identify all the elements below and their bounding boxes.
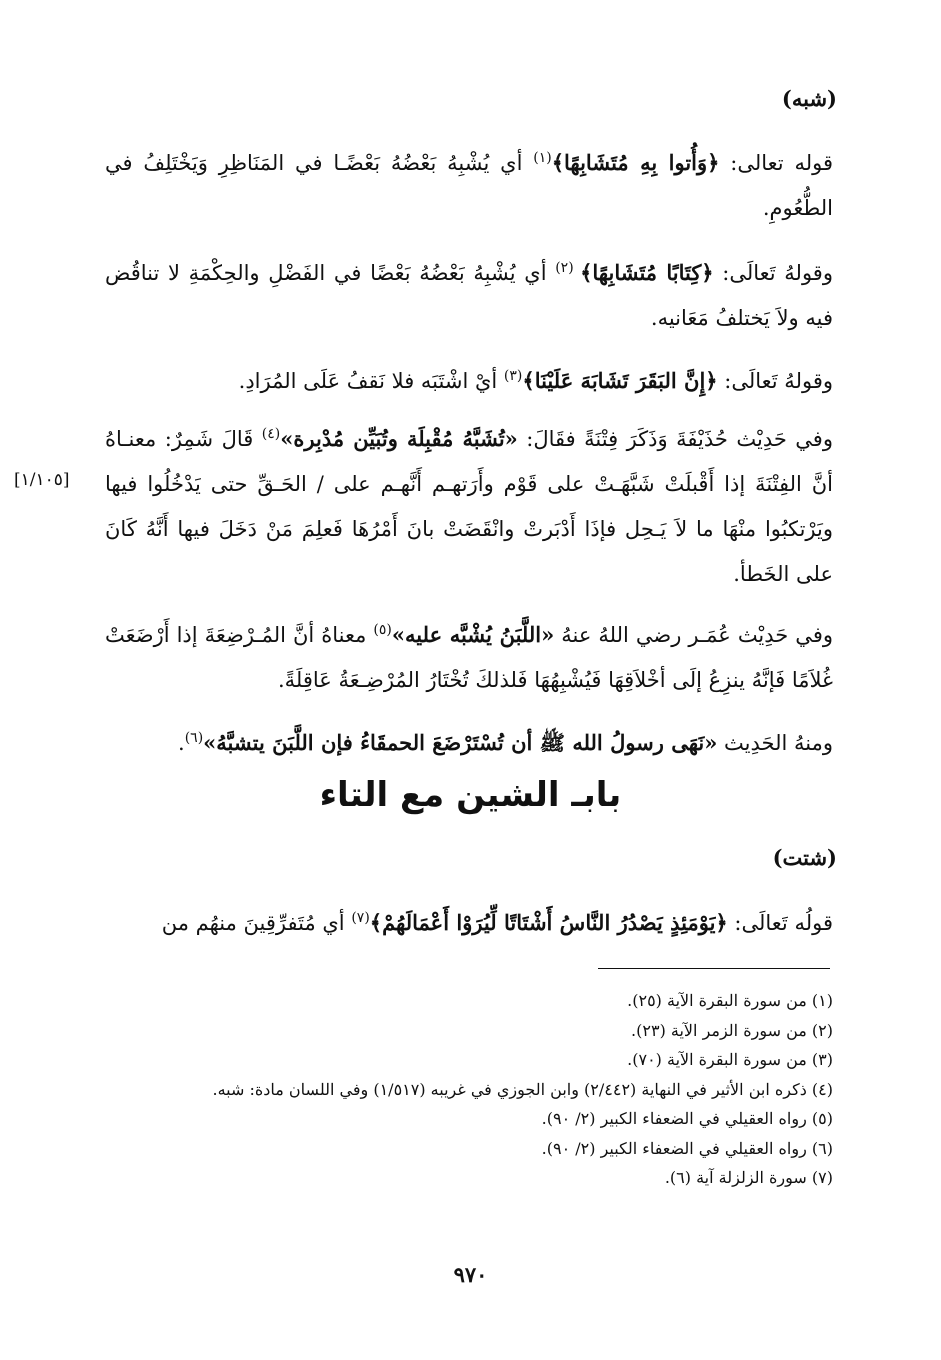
footnote-2: (٢) من سورة الزمر الآية (٢٣). — [631, 1020, 833, 1040]
paragraph-7 — [105, 900, 833, 946]
hadith-quote: «نَهَى رسولُ الله ﷺ أن تُسْتَرْضَعَ الحمقَاءُ فإن اللَّبَنَ يتشبَّهُ» — [203, 730, 718, 755]
paragraph-5 — [105, 612, 833, 703]
footnote-ref[interactable]: (٢) — [555, 260, 581, 276]
quran-verse: ﴿كِتَابًا مُتَشَابِهًا﴾ — [580, 260, 714, 285]
footnote-7: (٧) سورة الزلزلة آية (٦). — [664, 1168, 833, 1187]
paragraph-1 — [105, 140, 833, 231]
page-number: ٩٧٠ — [453, 1262, 488, 1287]
paragraph-2 — [105, 250, 833, 341]
footnote-5: (٥) رواه العقيلي في الضعفاء الكبير (٢/ ٩٠). — [541, 1109, 833, 1128]
paragraph-text: معناهُ أنَّ المُـرْضِعَةَ إذا أَرْضَعَتْ غُلاَمًا فَإنَّهُ ينزِعُ إلَى أخْلاَقِهَا فَيُشْبِهُهَا فَلذلكَ تُخْتَارُ المُرْضِـعَةُ عَاقِلَةً. — [105, 623, 833, 692]
footnote-1: (١) من سورة البقرة الآية (٢٥). — [627, 991, 833, 1010]
margin-page-reference: [١/١٠٥] — [14, 470, 70, 490]
footnote-ref[interactable]: (١) — [533, 150, 552, 166]
quran-verse: ﴿يَوْمَئِذٍ يَصْدُرُ النَّاسُ أَشْتَاتًا لِّيُرَوْا أَعْمَالَهُمْ﴾ — [369, 910, 728, 935]
entry-heading-shatat: (شتت) — [772, 845, 837, 870]
footnote-ref[interactable]: (٣) — [503, 368, 523, 384]
paragraph-text: أي مُتَفرِّقِينَ منهُم من — [161, 911, 352, 935]
footnote-ref[interactable]: (٧) — [351, 910, 370, 926]
quran-verse: ﴿إِنَّ البَقَرَ تَشَابَهَ عَلَيْنَا﴾ — [522, 368, 718, 393]
hadith-quote: «اللَّبَنُ يُشْبَّه عليه» — [391, 622, 555, 647]
paragraph-lead: قوله تعالى: — [719, 151, 833, 175]
paragraph-text: . — [178, 731, 185, 755]
chapter-title: بابـ الشين مع التاء — [319, 775, 622, 815]
footnote-6: (٦) رواه العقيلي في الضعفاء الكبير (٢/ ٩٠). — [541, 1138, 833, 1158]
footnote-ref[interactable]: (٦) — [184, 730, 204, 746]
paragraph-lead: ومنهُ الحَدِيث — [717, 731, 833, 755]
paragraph-text: أيْ اشْتَبَه فلا نَقفُ عَلَى المُرَادِ. — [238, 369, 504, 393]
quran-verse: ﴿وَأُتوا بِهِ مُتَشَابِهًا﴾ — [551, 150, 720, 175]
hadith-quote: «تُشَبَّهُ مُقْبِلَة وتُبَيِّن مُدْبِرة» — [280, 426, 518, 451]
paragraph-lead: وفي حَدِيْث عُمَـر رضي اللهُ عنهُ — [554, 623, 833, 647]
paragraph-4 — [105, 416, 833, 597]
footnote-ref[interactable]: (٤) — [261, 426, 281, 442]
paragraph-text: قَالَ شَمِرٌ: معنـاهُ أنَّ الفِتْنَةَ إذا أَقْبلَتْ شَبَّهَـتْ على قَوْم وأَرَتهـم أَنَّهـم على / الحَـقِّ حتى يَدْخُلُوا فيها ويَرْتكبُوا منْهَا ما لاَ يَـحِل فإذَا أَدْبَرتْ وانْقَضَتْ بانَ أَمْرُهَا فَعلِمَ مَنْ دَخَلَ فيها أَنَّهُ كَانَ على الخَطأ. — [105, 427, 833, 586]
paragraph-3 — [105, 358, 833, 404]
footnote-4: (٤) ذكره ابن الأثير في النهاية (٢/٤٤٢) وابن الجوزي في غريبه (١/٥١٧) وفي اللسان مادة: شبه. — [212, 1079, 833, 1099]
paragraph-6 — [105, 720, 833, 766]
footnote-separator — [598, 968, 830, 969]
paragraph-lead: قولُه تَعالَى: — [727, 911, 833, 935]
paragraph-text: أي يُشْبِهُ بَعْضُهُ بَعْضًـا في المَنَاظِرِ وَيَخْتَلِفُ في الطُّعُومِ. — [105, 151, 833, 220]
paragraph-lead: وفي حَدِيْث حُذَيْفَةَ وَذَكَرَ فِتْنَةً فقَالَ: — [517, 427, 833, 451]
footnotes — [105, 986, 833, 1193]
paragraph-lead: وقولهُ تَعالَى: — [717, 369, 833, 393]
entry-heading-shabah: (شبه) — [781, 86, 837, 111]
footnote-ref[interactable]: (٥) — [373, 622, 392, 638]
paragraph-text: أي يُشْبِهُ بَعْضُهُ بَعْضًا في الفَضْلِ والحِكْمَةِ لا تناقُض فيه ولاَ يَختلفُ مَعَانيه. — [105, 261, 833, 330]
footnote-3: (٣) من سورة البقرة الآية (٧٠). — [627, 1050, 833, 1069]
paragraph-lead: وقولهُ تَعالَى: — [713, 261, 833, 285]
